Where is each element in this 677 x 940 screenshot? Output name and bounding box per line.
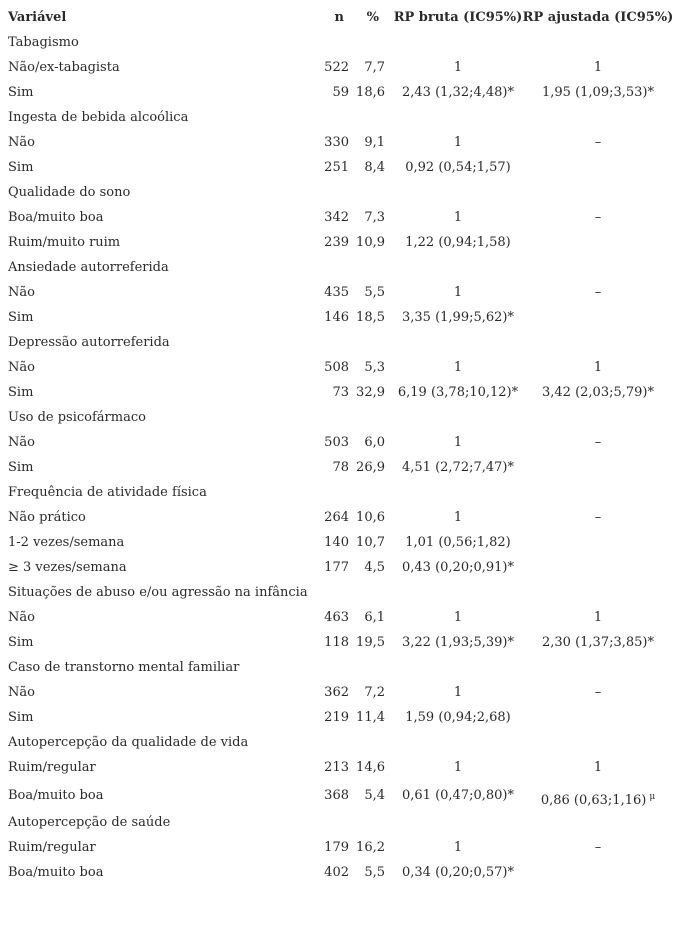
n-cell: 219 [324, 710, 349, 725]
table-row [0, 530, 677, 555]
rp-bruta-cell: 0,43 (0,20;0,91)* [402, 560, 514, 575]
percent-cell: 5,3 [364, 360, 385, 375]
category-label: Ruim/muito ruim [8, 235, 121, 250]
table-row [0, 380, 677, 405]
group-label: Ansiedade autorreferida [8, 260, 169, 275]
table-row [0, 455, 677, 480]
rp-bruta-cell: 1 [453, 435, 463, 450]
group-row [0, 405, 677, 430]
n-cell: 503 [324, 435, 349, 450]
table-row [0, 80, 677, 105]
rp-ajustada-cell: – [594, 135, 602, 150]
group-row [0, 480, 677, 505]
n-cell: 179 [324, 840, 349, 855]
rp-ajustada-cell: 1 [593, 610, 603, 625]
footnote-marker: μ [649, 792, 656, 802]
percent-cell: 19,5 [356, 635, 385, 650]
table-row [0, 205, 677, 230]
group-row [0, 810, 677, 835]
rp-ajustada-cell: 1 [593, 760, 603, 775]
group-label: Autopercepção de saúde [8, 815, 171, 830]
header-variable: Variável [8, 10, 67, 25]
table-row [0, 130, 677, 155]
header-rp-bruta: RP bruta (IC95%) [393, 10, 523, 25]
table-row [0, 230, 677, 255]
group-label: Ingesta de bebida alcoólica [8, 110, 189, 125]
n-cell: 522 [324, 60, 349, 75]
category-label: Não [8, 360, 35, 375]
n-cell: 213 [324, 760, 349, 775]
percent-cell: 7,2 [364, 685, 385, 700]
rp-ajustada-cell: 1,95 (1,09;3,53)* [542, 85, 654, 100]
n-cell: 435 [324, 285, 349, 300]
table-row [0, 280, 677, 305]
group-row [0, 330, 677, 355]
table-row [0, 55, 677, 80]
table-row [0, 705, 677, 730]
category-label: Boa/muito boa [8, 865, 104, 880]
n-cell: 78 [332, 460, 349, 475]
percent-cell: 18,6 [356, 85, 385, 100]
table-row [0, 505, 677, 530]
header-n: n [334, 10, 344, 25]
n-cell: 140 [324, 535, 349, 550]
rp-ajustada-cell: – [594, 285, 602, 300]
rp-bruta-cell: 1 [453, 510, 463, 525]
percent-cell: 16,2 [356, 840, 385, 855]
category-label: ≥ 3 vezes/semana [8, 560, 127, 575]
rp-bruta-cell: 6,19 (3,78;10,12)* [397, 385, 519, 400]
rp-bruta-cell: 1 [453, 760, 463, 775]
group-row [0, 180, 677, 205]
table-row [0, 430, 677, 455]
table-row [0, 155, 677, 180]
rp-bruta-cell: 1 [453, 135, 463, 150]
n-cell: 59 [332, 85, 349, 100]
header-percent: % [366, 10, 379, 25]
rp-bruta-cell: 1 [453, 685, 463, 700]
percent-cell: 32,9 [356, 385, 385, 400]
group-label: Situações de abuso e/ou agressão na infância [8, 585, 308, 600]
category-label: Ruim/regular [8, 840, 96, 855]
percent-cell: 7,3 [364, 210, 385, 225]
rp-bruta-cell: 4,51 (2,72;7,47)* [402, 460, 514, 475]
table-row [0, 605, 677, 630]
n-cell: 368 [324, 788, 349, 803]
group-label: Frequência de atividade física [8, 485, 207, 500]
n-cell: 264 [324, 510, 349, 525]
table-row [0, 630, 677, 655]
rp-ajustada-cell: 1 [593, 360, 603, 375]
n-cell: 342 [324, 210, 349, 225]
n-cell: 402 [324, 865, 349, 880]
category-label: Não [8, 610, 35, 625]
table-header [0, 5, 677, 30]
n-cell: 239 [324, 235, 349, 250]
group-label: Depressão autorreferida [8, 335, 170, 350]
rp-ajustada-cell: – [594, 510, 602, 525]
group-row [0, 30, 677, 55]
percent-cell: 5,5 [364, 865, 385, 880]
table-row [0, 680, 677, 705]
rp-bruta-cell: 3,22 (1,93;5,39)* [402, 635, 514, 650]
rp-ajustada-cell: 1 [593, 60, 603, 75]
group-row [0, 655, 677, 680]
rp-ajustada-cell: – [594, 210, 602, 225]
percent-cell: 18,5 [356, 310, 385, 325]
table-row [0, 555, 677, 580]
percent-cell: 6,1 [364, 610, 385, 625]
category-label: Não [8, 135, 35, 150]
group-label: Uso de psicofármaco [8, 410, 146, 425]
rp-ajustada-cell: – [594, 685, 602, 700]
percent-cell: 10,9 [356, 235, 385, 250]
rp-ajustada-cell: 2,30 (1,37;3,85)* [542, 635, 654, 650]
rp-bruta-cell: 1,01 (0,56;1,82) [405, 535, 511, 550]
percent-cell: 10,7 [356, 535, 385, 550]
category-label: Sim [8, 710, 34, 725]
rp-ajustada-value: 0,86 (0,63;1,16) [540, 793, 647, 808]
rp-bruta-cell: 0,61 (0,47;0,80)* [402, 788, 514, 803]
category-label: Não [8, 285, 35, 300]
category-label: Sim [8, 385, 34, 400]
rp-bruta-cell: 1 [453, 360, 463, 375]
group-row [0, 255, 677, 280]
table-row [0, 355, 677, 380]
n-cell: 362 [324, 685, 349, 700]
category-label: Sim [8, 635, 34, 650]
percent-cell: 26,9 [356, 460, 385, 475]
rp-bruta-cell: 0,34 (0,20;0,57)* [402, 865, 514, 880]
rp-ajustada-cell: – [594, 840, 602, 855]
category-label: Boa/muito boa [8, 788, 104, 803]
rp-ajustada-cell: 3,42 (2,03;5,79)* [542, 385, 654, 400]
n-cell: 146 [324, 310, 349, 325]
n-cell: 251 [324, 160, 349, 175]
percent-cell: 11,4 [356, 710, 385, 725]
rp-bruta-cell: 2,43 (1,32;4,48)* [402, 85, 514, 100]
n-cell: 508 [324, 360, 349, 375]
category-label: Boa/muito boa [8, 210, 104, 225]
rp-bruta-cell: 1 [453, 60, 463, 75]
rp-bruta-cell: 1 [453, 610, 463, 625]
table-row [0, 860, 677, 885]
category-label: Sim [8, 160, 34, 175]
group-row [0, 105, 677, 130]
rp-bruta-cell: 1 [453, 210, 463, 225]
rp-ajustada-cell: – [594, 435, 602, 450]
rp-bruta-cell: 3,35 (1,99;5,62)* [402, 310, 514, 325]
group-row [0, 580, 677, 605]
percent-cell: 6,0 [364, 435, 385, 450]
n-cell: 177 [324, 560, 349, 575]
table-row [0, 835, 677, 860]
category-label: Sim [8, 310, 34, 325]
n-cell: 330 [324, 135, 349, 150]
rp-bruta-cell: 1,22 (0,94;1,58) [405, 235, 511, 250]
category-label: Sim [8, 85, 34, 100]
percent-cell: 14,6 [356, 760, 385, 775]
category-label: Não [8, 435, 35, 450]
category-label: Não/ex-tabagista [8, 60, 120, 75]
percent-cell: 10,6 [356, 510, 385, 525]
percent-cell: 4,5 [364, 560, 385, 575]
table-row [0, 783, 677, 808]
n-cell: 118 [324, 635, 349, 650]
rp-bruta-cell: 1,59 (0,94;2,68) [405, 710, 511, 725]
group-label: Tabagismo [8, 35, 79, 50]
n-cell: 73 [332, 385, 349, 400]
percent-cell: 7,7 [364, 60, 385, 75]
rp-bruta-cell: 1 [453, 285, 463, 300]
percent-cell: 5,4 [364, 788, 385, 803]
percent-cell: 8,4 [364, 160, 385, 175]
rp-bruta-cell: 0,92 (0,54;1,57) [405, 160, 511, 175]
n-cell: 463 [324, 610, 349, 625]
rp-bruta-cell: 1 [453, 840, 463, 855]
group-row [0, 730, 677, 755]
category-label: Sim [8, 460, 34, 475]
group-label: Autopercepção da qualidade de vida [8, 735, 249, 750]
category-label: Ruim/regular [8, 760, 96, 775]
category-label: Não prático [8, 510, 86, 525]
header-rp-ajustada: RP ajustada (IC95%) [522, 10, 674, 25]
table-row [0, 755, 677, 780]
group-label: Caso de transtorno mental familiar [8, 660, 240, 675]
percent-cell: 5,5 [364, 285, 385, 300]
percent-cell: 9,1 [364, 135, 385, 150]
category-label: 1-2 vezes/semana [8, 535, 125, 550]
table-row [0, 305, 677, 330]
group-label: Qualidade do sono [8, 185, 131, 200]
category-label: Não [8, 685, 35, 700]
